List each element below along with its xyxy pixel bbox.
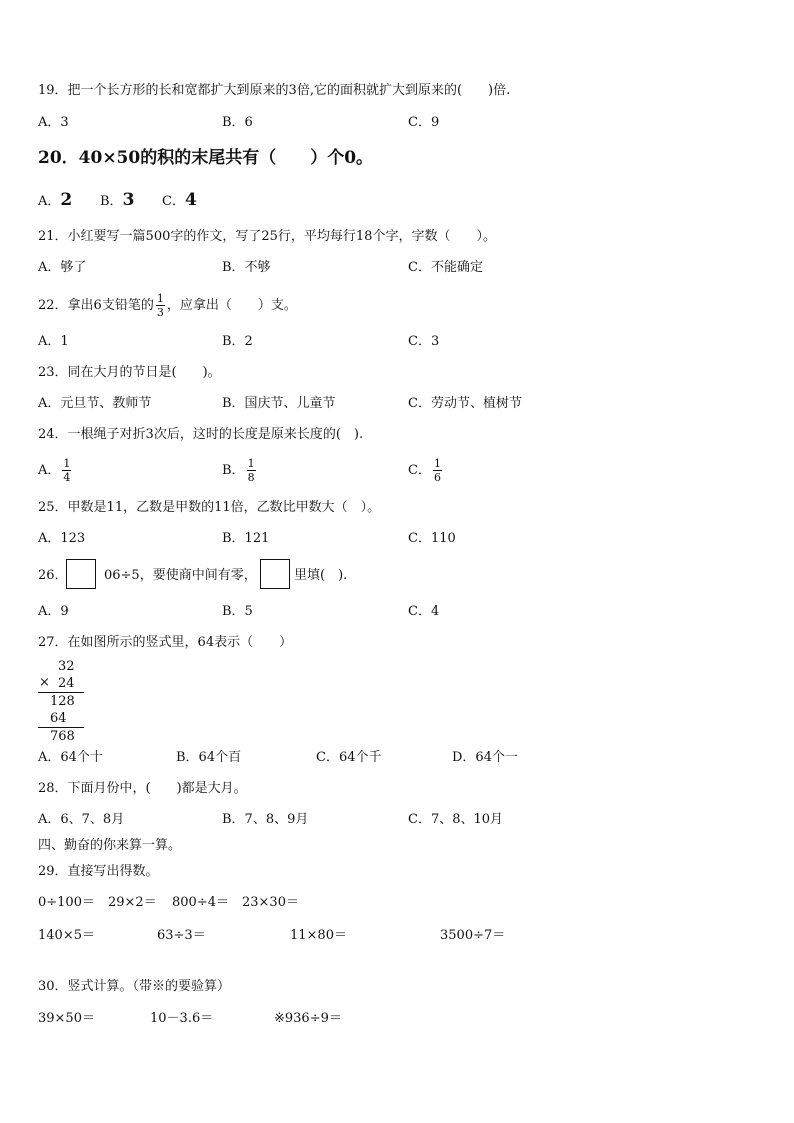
q29-item-5: 140×5＝	[38, 928, 95, 943]
q25-option-c[interactable]: C．110	[408, 531, 456, 546]
q24-option-b-fraction	[247, 458, 256, 483]
q20-option-c-value: 4	[184, 190, 197, 210]
rule-line-2	[38, 727, 84, 728]
q23-option-c[interactable]: C．劳动节、植树节	[408, 396, 522, 411]
q22-option-c[interactable]: C．3	[408, 334, 440, 349]
question-19-stem: 19．把一个长方形的长和宽都扩大到原来的3倍,它的面积就扩大到原来的( )倍.	[38, 83, 511, 98]
q22-option-a[interactable]: A．1	[38, 334, 69, 349]
q24-option-a-fraction	[62, 458, 71, 483]
q24-option-b[interactable]	[222, 456, 258, 486]
q26-option-c[interactable]: C．4	[408, 604, 440, 619]
q25-option-a[interactable]: A．123	[38, 531, 86, 546]
q29-item-2: 29×2＝	[108, 895, 157, 910]
q23-option-a[interactable]: A．元旦节、教师节	[38, 396, 152, 411]
question-25-stem: 25．甲数是11，乙数是甲数的11倍，乙数比甲数大（ ）。	[38, 500, 381, 515]
rule-line-1	[38, 692, 84, 693]
question-24-stem: 24．一根绳子对折3次后，这时的长度是原来长度的( ).	[38, 427, 364, 442]
q20-option-b[interactable]	[100, 192, 134, 209]
q30-item-1: 39×50＝	[38, 1011, 95, 1026]
q20-option-c-letter: C．	[162, 194, 185, 209]
question-28-stem: 28．下面月份中，( )都是大月。	[38, 781, 247, 796]
q22-fraction-numerator: 1	[156, 292, 164, 305]
q26-answer-box-2[interactable]	[260, 559, 290, 589]
q24-option-c-fraction	[433, 458, 442, 483]
q27-option-d[interactable]: D．64个一	[452, 750, 518, 765]
q24-a-denominator: 4	[63, 471, 71, 484]
q24-option-c-letter: C．	[408, 463, 431, 478]
q24-a-numerator: 1	[63, 457, 71, 470]
q20-option-a[interactable]	[38, 192, 72, 209]
q24-c-numerator: 1	[433, 457, 441, 470]
q29-item-7: 11×80＝	[290, 928, 347, 943]
q29-item-1: 0÷100＝	[38, 895, 95, 910]
partial-product-2: 64	[50, 711, 67, 726]
q26-option-b[interactable]: B．5	[222, 604, 253, 619]
q29-item-4: 23×30＝	[242, 895, 299, 910]
question-20-stem: 20．40×50的积的末尾共有（ ）个0。	[38, 148, 374, 168]
q22-option-b[interactable]: B．2	[222, 334, 253, 349]
q29-item-6: 63÷3＝	[157, 928, 206, 943]
q22-stem-prefix: 22．拿出6支铅笔的	[38, 298, 154, 313]
q26-answer-box-1[interactable]	[66, 559, 96, 589]
q30-item-3: ※936÷9＝	[274, 1011, 342, 1026]
question-26-stem-end: 里填( ).	[294, 568, 348, 583]
question-27-stem: 27．在如图所示的竖式里，64表示（ ）	[38, 635, 293, 650]
q20-option-b-value: 3	[122, 190, 135, 210]
q29-item-3: 800÷4＝	[172, 895, 229, 910]
question-22-stem	[38, 288, 297, 324]
q24-c-denominator: 6	[433, 471, 441, 484]
question-29-stem: 29．直接写出得数。	[38, 864, 159, 879]
q22-fraction-denominator: 3	[156, 306, 164, 319]
partial-product-1: 128	[50, 694, 75, 709]
q20-option-c[interactable]	[162, 192, 197, 209]
q26-option-a[interactable]: A．9	[38, 604, 69, 619]
question-23-stem: 23．同在大月的节日是( )。	[38, 365, 221, 380]
q30-item-2: 10－3.6＝	[150, 1011, 214, 1026]
q20-option-a-letter: A．	[38, 194, 61, 209]
question-30-stem: 30．竖式计算。（带※的要验算）	[38, 979, 231, 994]
product: 768	[50, 729, 75, 744]
q27-option-a[interactable]: A．64个十	[38, 750, 103, 765]
times-sign: ×	[39, 675, 50, 690]
section-4-title: 四、勤奋的你来算一算。	[38, 838, 182, 853]
q22-stem-suffix: ，应拿出（ ）支。	[166, 298, 297, 313]
q24-b-denominator: 8	[247, 471, 255, 484]
q27-option-b[interactable]: B．64个百	[176, 750, 242, 765]
q20-option-b-letter: B．	[100, 194, 123, 209]
q25-option-b[interactable]: B．121	[222, 531, 270, 546]
multiplier: 24	[58, 676, 75, 691]
q29-item-8: 3500÷7＝	[440, 928, 506, 943]
q21-option-b[interactable]: B．不够	[222, 260, 271, 275]
multiplicand: 32	[58, 659, 75, 674]
q24-option-c[interactable]	[408, 456, 444, 486]
q28-option-c[interactable]: C．7、8、10月	[408, 812, 504, 827]
q19-option-b[interactable]: B．6	[222, 115, 253, 130]
question-21-stem: 21．小红要写一篇500字的作文，写了25行，平均每行18个字，字数（ ）。	[38, 229, 496, 244]
q28-option-b[interactable]: B．7、8、9月	[222, 812, 309, 827]
q23-option-b[interactable]: B．国庆节、儿童节	[222, 396, 336, 411]
q24-option-a[interactable]	[38, 456, 73, 486]
q21-option-c[interactable]: C．不能确定	[408, 260, 483, 275]
q19-option-a[interactable]: A．3	[38, 115, 69, 130]
q24-b-numerator: 1	[247, 457, 255, 470]
q28-option-a[interactable]: A．6、7、8月	[38, 812, 125, 827]
q20-option-a-value: 2	[60, 190, 73, 210]
q27-option-c[interactable]: C．64个千	[316, 750, 382, 765]
q19-option-c[interactable]: C．9	[408, 115, 440, 130]
question-26-stem-middle: 06÷5，要使商中间有零，	[104, 568, 257, 583]
question-26-number: 26．	[38, 568, 68, 583]
q21-option-a[interactable]: A．够了	[38, 260, 87, 275]
q24-option-a-letter: A．	[38, 463, 61, 478]
q24-option-b-letter: B．	[222, 463, 245, 478]
q22-fraction	[156, 293, 165, 318]
